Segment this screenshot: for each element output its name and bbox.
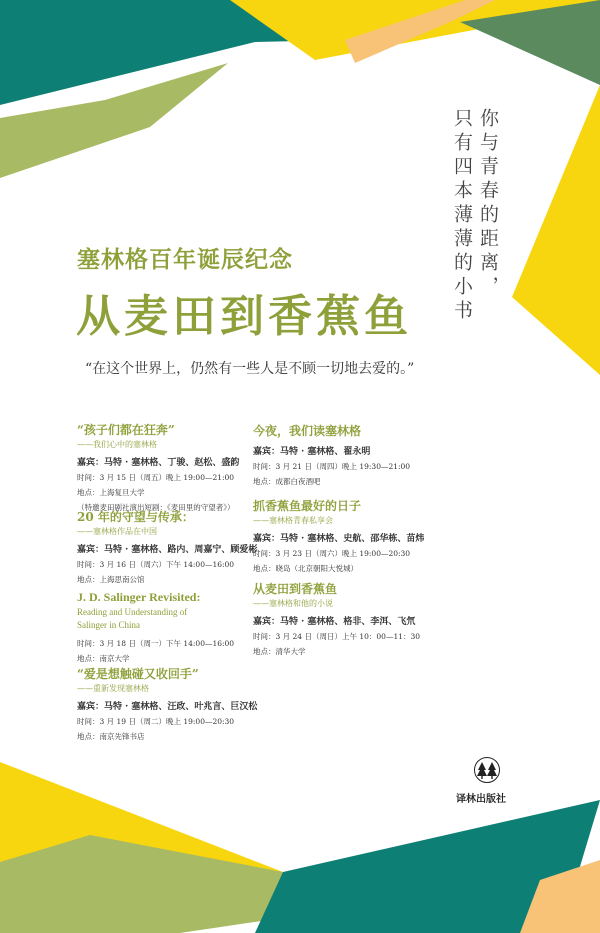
event-place: 地点：成都白夜酒吧 (253, 477, 321, 486)
pine-trees-icon (474, 757, 500, 783)
vertical-tagline-2: 只有四本薄薄的小书 (451, 108, 473, 324)
shape-yellow-right (512, 85, 600, 375)
shape-olive-bottom (0, 835, 283, 933)
event-time: 时间：3 月 15 日（周五）晚上 19:00—21:00 (77, 473, 235, 482)
event-subtitle: ——我们心中的塞林格 (77, 440, 157, 449)
vertical-tagline-1: 你与青春的距离， (477, 108, 499, 300)
event-subtitle-line: Reading and Understanding of (77, 607, 188, 617)
event-subtitle: ——重新发现塞林格 (77, 684, 149, 693)
event-card (77, 665, 337, 742)
event-time: 时间：3 月 18 日（周一）下午 14:00—16:00 (77, 639, 235, 648)
event-title: J. D. Salinger Revisited: (77, 590, 201, 604)
event-card (253, 580, 513, 657)
event-time: 时间：3 月 21 日（周四）晚上 19:30—21:00 (253, 462, 411, 471)
event-time: 时间：3 月 24 日（周日）上午 10：00—11：30 (253, 632, 421, 641)
event-place: 地点：晓岛（北京朝阳大悦城） (253, 564, 358, 573)
event-place: 地点：南京大学 (77, 654, 130, 663)
event-guests: 嘉宾：马特 · 塞林格、路内、周嘉宁、顾爱彬 (77, 545, 258, 555)
event-guests: 嘉宾：马特 · 塞林格、史航、邵华栋、苗炜 (253, 534, 425, 544)
event-title: “爱是想触碰又收回手” (77, 667, 199, 681)
publisher-name: 译林出版社 (456, 794, 506, 805)
event-subtitle: ——塞林格青春私享会 (253, 516, 333, 525)
event-title: “孩子们都在狂奔” (77, 423, 175, 437)
event-guests: 嘉宾：马特 · 塞林格、格非、李洱、飞氘 (253, 617, 416, 627)
event-place: 地点：南京先锋书店 (77, 732, 145, 741)
event-title: 今夜，我们读塞林格 (253, 424, 362, 438)
event-subtitle: ——塞林格作品在中国 (77, 527, 157, 536)
event-title: 从麦田到香蕉鱼 (253, 582, 338, 596)
event-place: 地点：上海复旦大学 (77, 488, 145, 497)
event-title: 抓香蕉鱼最好的日子 (253, 499, 362, 513)
event-subtitle-line: Salinger in China (77, 620, 140, 630)
event-place: 地点：清华大学 (253, 647, 306, 656)
poster-title: 从麦田到香蕉鱼 (76, 291, 412, 342)
event-note: （特邀麦田剧社演出短剧：《麦田里的守望者》） (77, 503, 235, 512)
event-card (253, 422, 513, 487)
event-time: 时间：3 月 19 日（周二）晚上 19:00—20:30 (77, 717, 235, 726)
event-guests: 嘉宾：马特 · 塞林格、汪政、叶兆言、巨汉松 (77, 702, 258, 712)
event-card (253, 497, 513, 574)
quote: “在这个世界上，仍然有一些人是不顾一切地去爱的。” (85, 361, 415, 377)
event-place: 地点：上海思南公馆 (77, 575, 145, 584)
event-guests: 嘉宾：马特 · 塞林格、丁骏、赵松、盛韵 (77, 458, 240, 468)
event-time: 时间：3 月 23 日（周六）晚上 19:00—20:30 (253, 549, 411, 558)
event-subtitle: ——塞林格和他的小说 (253, 599, 333, 608)
subtitle: 塞林格百年诞辰纪念 (77, 246, 293, 273)
event-time: 时间：3 月 16 日（周六）下午 14:00—16:00 (77, 560, 235, 569)
event-title: 20 年的守望与传承： (77, 510, 194, 524)
event-guests: 嘉宾：马特 · 塞林格、翟永明 (253, 447, 371, 457)
